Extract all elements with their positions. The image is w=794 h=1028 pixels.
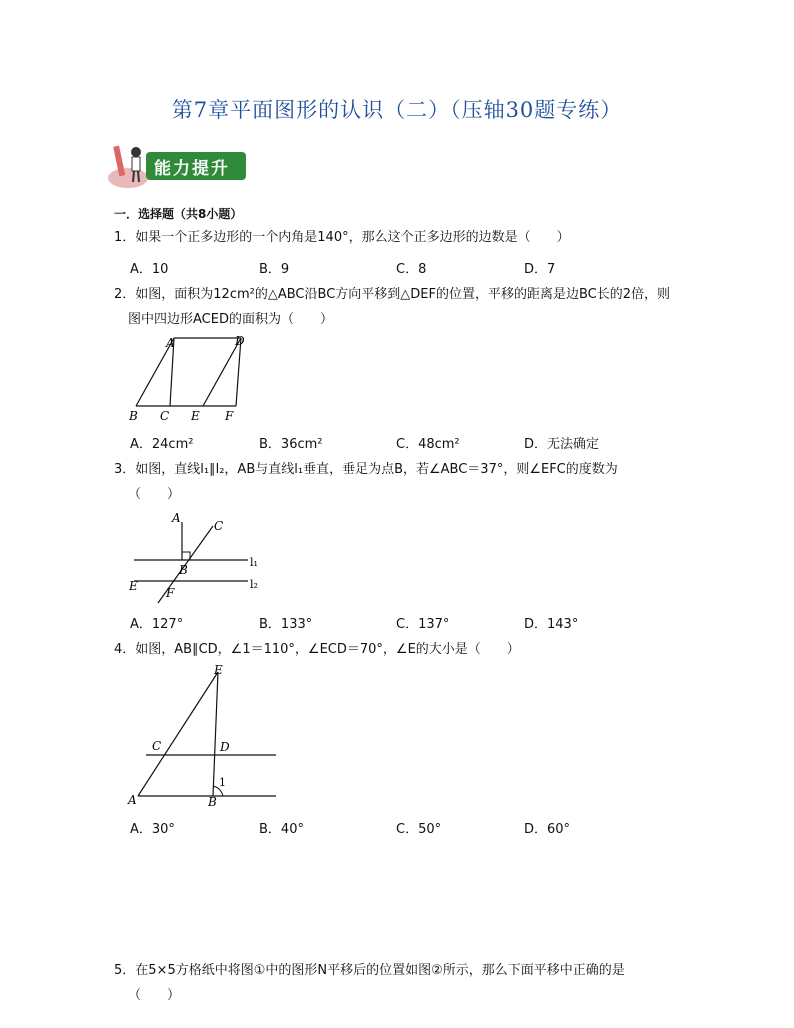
option-a: A．24cm² bbox=[130, 437, 194, 452]
option-b: B．9 bbox=[259, 262, 290, 277]
label-e: E bbox=[214, 663, 223, 677]
figure-triangle-parallel bbox=[124, 662, 284, 808]
label-e: E bbox=[191, 409, 200, 423]
label-f: F bbox=[166, 586, 175, 600]
question-5 bbox=[114, 961, 674, 1006]
question-text: 如图，AB∥CD，∠1＝110°，∠ECD＝70°，∠E的大小是（ ） bbox=[135, 642, 520, 657]
figure-parallel-lines bbox=[124, 508, 274, 608]
label-d: D bbox=[220, 740, 230, 754]
option-b: B．40° bbox=[259, 822, 304, 837]
option-c: C．50° bbox=[396, 822, 442, 837]
question-number: 2． bbox=[114, 287, 136, 302]
question-1 bbox=[114, 228, 570, 248]
question-number: 4． bbox=[114, 642, 136, 657]
option-d: D．143° bbox=[524, 617, 579, 632]
figure-translation-parallelogram bbox=[124, 332, 270, 426]
label-e: E bbox=[129, 579, 138, 593]
question-2 bbox=[114, 285, 674, 330]
label-b: B bbox=[129, 409, 138, 423]
document-title: 第7章平面图形的认识（二）（压轴30题专练） bbox=[171, 98, 623, 122]
question-text-line1: 在5×5方格纸中将图①中的图形N平移后的位置如图②所示，那么下面平移中正确的是 bbox=[135, 963, 625, 978]
badge-label: 能力提升 bbox=[154, 159, 230, 179]
question-text: 如果一个正多边形的一个内角是140°，那么这个正多边形的边数是（ ） bbox=[135, 230, 570, 245]
question-text-line2: （ ） bbox=[128, 487, 181, 502]
question-number: 1． bbox=[114, 230, 136, 245]
label-d: D bbox=[235, 334, 245, 348]
option-a: A．127° bbox=[130, 617, 184, 632]
label-c: C bbox=[214, 519, 224, 533]
question-3 bbox=[114, 460, 674, 505]
option-c: C．137° bbox=[396, 617, 450, 632]
question-text-line1: 如图，直线l₁∥l₂，AB与直线l₁垂直，垂足为点B，若∠ABC＝37°，则∠EFC的度数为 bbox=[135, 462, 618, 477]
label-l1: l₁ bbox=[250, 556, 258, 569]
question-number: 3． bbox=[114, 462, 136, 477]
question-4 bbox=[114, 640, 520, 660]
option-a: A．30° bbox=[130, 822, 175, 837]
label-c: C bbox=[152, 739, 162, 753]
option-d: D．无法确定 bbox=[524, 437, 600, 452]
label-a: A bbox=[172, 511, 181, 525]
label-c: C bbox=[160, 409, 170, 423]
option-c: C．48cm² bbox=[396, 437, 460, 452]
question-text-line2: （ ） bbox=[128, 988, 181, 1003]
label-b: B bbox=[179, 563, 188, 577]
option-d: D．7 bbox=[524, 262, 556, 277]
option-d: D．60° bbox=[524, 822, 571, 837]
option-b: B．133° bbox=[259, 617, 313, 632]
ability-badge bbox=[106, 140, 246, 194]
option-b: B．36cm² bbox=[259, 437, 323, 452]
question-text-line2: 图中四边形ACED的面积为（ ） bbox=[128, 312, 333, 327]
label-b: B bbox=[208, 795, 217, 808]
label-a: A bbox=[128, 793, 137, 807]
option-a: A．10 bbox=[130, 262, 169, 277]
label-l2: l₂ bbox=[250, 578, 258, 591]
question-text-line1: 如图，面积为12cm²的△ABC沿BC方向平移到△DEF的位置，平移的距离是边BC长的2倍，则 bbox=[135, 287, 671, 302]
section-heading: 一．选择题（共8小题） bbox=[114, 207, 243, 221]
label-f: F bbox=[225, 409, 234, 423]
question-number: 5． bbox=[114, 963, 136, 978]
label-a: A bbox=[166, 336, 175, 350]
option-c: C．8 bbox=[396, 262, 427, 277]
label-angle-1: 1 bbox=[219, 776, 226, 789]
